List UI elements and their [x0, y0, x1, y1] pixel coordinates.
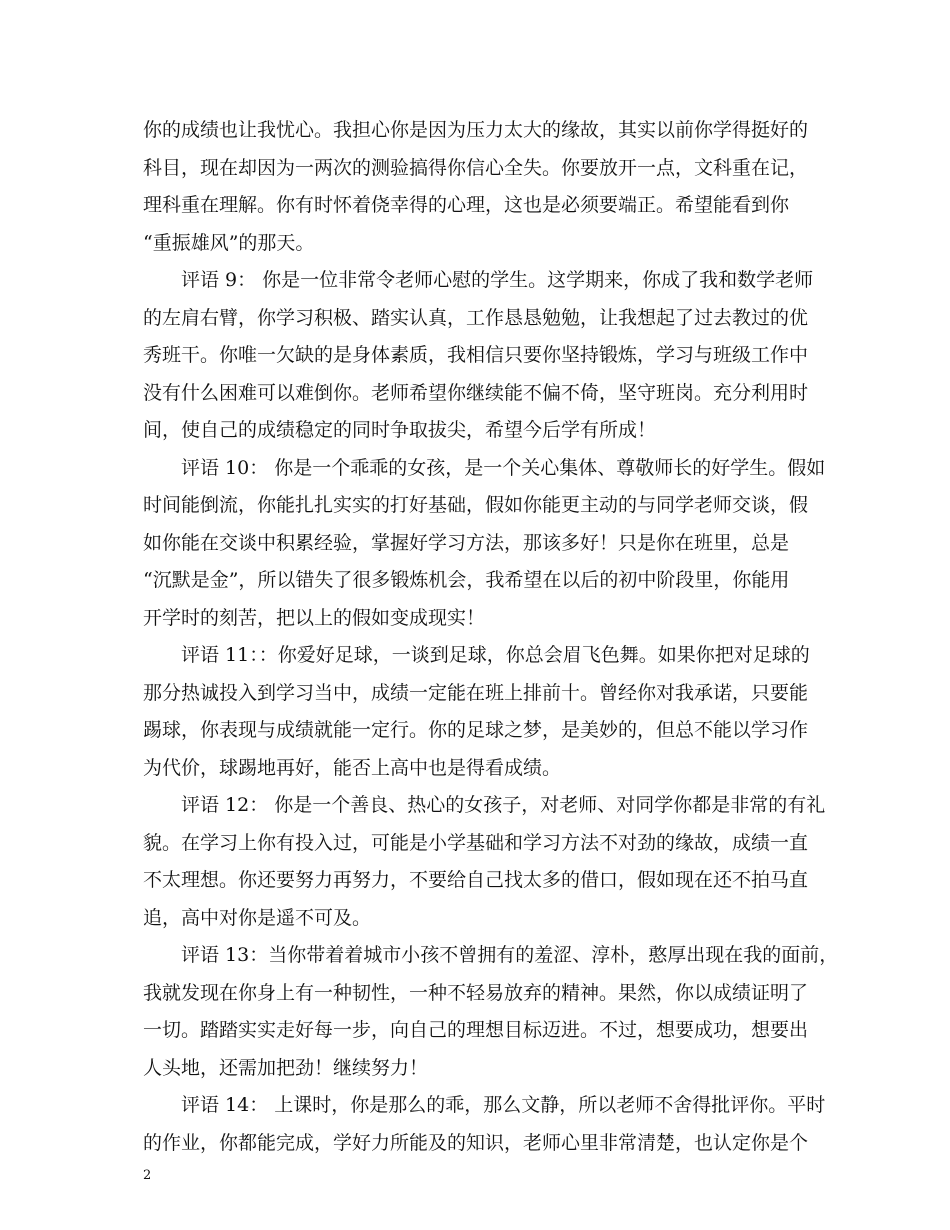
text-line: 一切。踏踏实实走好每一步，向自己的理想目标迈进。不过，想要成功，想要出 [143, 1019, 809, 1041]
text-line: 踢球，你表现与成绩就能一定行。你的足球之梦，是美妙的，但总不能以学习作 [143, 719, 809, 741]
page-number: 2 [143, 1168, 152, 1183]
text-line: “重振雄风”的那天。 [143, 232, 315, 254]
text-line: 不太理想。你还要努力再努力，不要给自己找太多的借口，假如现在还不拍马直 [143, 869, 809, 891]
text-line: 我就发现在你身上有一种韧性，一种不轻易放弃的精神。果然，你以成绩证明了 [143, 982, 809, 1004]
text-line: 那分热诚投入到学习当中，成绩一定能在班上排前十。曾经你对我承诺，只要能 [143, 682, 809, 704]
text-line: 为代价，球踢地再好，能否上高中也是得看成绩。 [143, 757, 562, 779]
comment-14-heading-line: 评语 14： 上课时，你是那么的乖，那么文静，所以老师不舍得批评你。平时 [181, 1094, 826, 1116]
comment-9-heading-line: 评语 9： 你是一位非常令老师心慰的学生。这学期来，你成了我和数学老师 [181, 269, 814, 291]
text-line: 人头地，还需加把劲！继续努力！ [143, 1057, 429, 1079]
text-line: 追，高中对你是遥不可及。 [143, 907, 372, 929]
comment-11-heading-line: 评语 11：：你爱好足球，一谈到足球，你总会眉飞色舞。如果你把对足球的 [181, 644, 810, 666]
text-line: 科目，现在却因为一两次的测验搞得你信心全失。你要放开一点，文科重在记， [143, 157, 809, 179]
text-line: 貌。在学习上你有投入过，可能是小学基础和学习方法不对劲的缘故，成绩一直 [143, 832, 809, 854]
comment-13-heading-line: 评语 13：当你带着着城市小孩不曾拥有的羞涩、淳朴，憨厚出现在我的面前， [181, 944, 839, 966]
text-line: 你的成绩也让我忧心。我担心你是因为压力太大的缘故，其实以前你学得挺好的 [143, 119, 809, 141]
text-line: 没有什么困难可以难倒你。老师希望你继续能不偏不倚，坚守班岗。充分利用时 [143, 382, 809, 404]
comment-10-heading-line: 评语 10： 你是一个乖乖的女孩，是一个关心集体、尊敬师长的好学生。假如 [181, 457, 826, 479]
comment-12-heading-line: 评语 12： 你是一个善良、热心的女孩子，对老师、对同学你都是非常的有礼 [181, 794, 826, 816]
text-line: 时间能倒流，你能扎扎实实的打好基础，假如你能更主动的与同学老师交谈，假 [143, 494, 809, 516]
text-line: 理科重在理解。你有时怀着侥幸得的心理，这也是必须要端正。希望能看到你 [143, 194, 790, 216]
text-line: 间，使自己的成绩稳定的同时争取拔尖，希望今后学有所成！ [143, 419, 657, 441]
text-line: 的作业，你都能完成，学好力所能及的知识，老师心里非常清楚，也认定你是个 [143, 1132, 809, 1154]
text-line: 的左肩右臂，你学习积极、踏实认真，工作恳恳勉勉，让我想起了过去教过的优 [143, 307, 809, 329]
text-line: 如你能在交谈中积累经验，掌握好学习方法，那该多好！只是你在班里，总是 [143, 532, 790, 554]
text-line: “沉默是金”，所以错失了很多锻炼机会，我希望在以后的初中阶段里，你能用 [143, 569, 790, 591]
text-line: 秀班干。你唯一欠缺的是身体素质，我相信只要你坚持锻炼，学习与班级工作中 [143, 344, 809, 366]
text-line: 开学时的刻苦，把以上的假如变成现实！ [143, 607, 486, 629]
